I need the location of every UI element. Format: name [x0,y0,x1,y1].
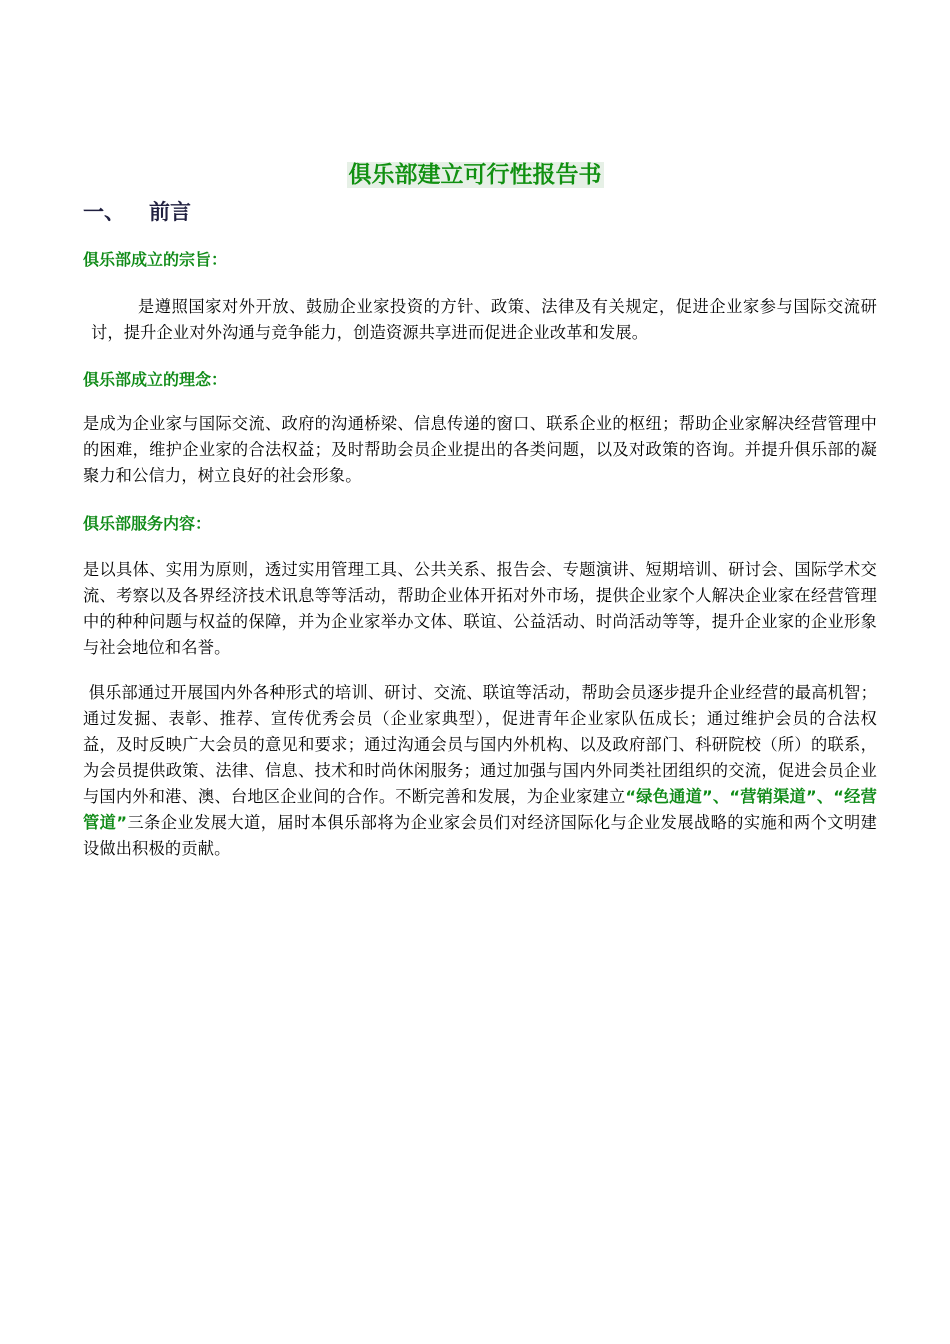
services-paragraph: 是以具体、实用为原则，透过实用管理工具、公共关系、报告会、专题演讲、短期培训、研讨会、国际学术交流、考察以及各界经济技术讯息等等活动，帮助企业体开拓对外市场，提供企业家个人解决企业家在经营管理中的种种问题与权益的保障，并为企业家举办文体、联谊、公益活动、时尚活动等等，提升企业家的企业形象与社会地位和名誉。 [83,560,877,657]
philosophy-heading: 俱乐部成立的理念： [83,370,228,389]
activities-text-before: 俱乐部通过开展国内外各种形式的培训、研讨、交流、联谊等活动，帮助会员逐步提升企业经营的最高机智；通过发掘、表彰、推荐、宣传优秀会员（企业家典型），促进青年企业家队伍成长；通过维护会员的合法权益，及时反映广大会员的意见和要求；通过沟通会员与国内外机构、以及政府部门、科研院校（所）的联系，为会员提供政策、法律、信息、技术和时尚休闲服务；通过加强与国内外同类社团组织的交流，促进会员企业与国内外和港、澳、台地区企业间的合作。不断完善和发展，为企业家建立 [83,683,877,806]
channels-highlight: “绿色通道”、“营销渠道”、“经营管道” [83,787,877,832]
section-heading [83,196,191,228]
activities-text-after: 三条企业发展大道，届时本俱乐部将为企业家会员们对经济国际化与企业发展战略的实施和两个文明建设做出积极的贡献。 [83,813,877,858]
document-title-text: 俱乐部建立可行性报告书 [348,162,602,188]
section-title: 前言 [149,200,191,224]
philosophy-paragraph: 是成为企业家与国际交流、政府的沟通桥梁、信息传递的窗口、联系企业的枢纽；帮助企业家解决经营管理中的困难，维护企业家的合法权益；及时帮助会员企业提出的各类问题，以及对政策的咨询。并提升俱乐部的凝聚力和公信力，树立良好的社会形象。 [83,414,877,485]
activities-paragraph [83,680,877,862]
document-title [0,158,950,192]
purpose-heading: 俱乐部成立的宗旨： [83,250,228,269]
section-number: 一、 [83,200,125,224]
purpose-paragraph: 是遵照国家对外开放、鼓励企业家投资的方针、政策、法律及有关规定，促进企业家参与国际交流研讨，提升企业对外沟通与竞争能力，创造资源共享进而促进企业改革和发展。 [91,297,877,342]
services-heading: 俱乐部服务内容： [83,514,212,533]
